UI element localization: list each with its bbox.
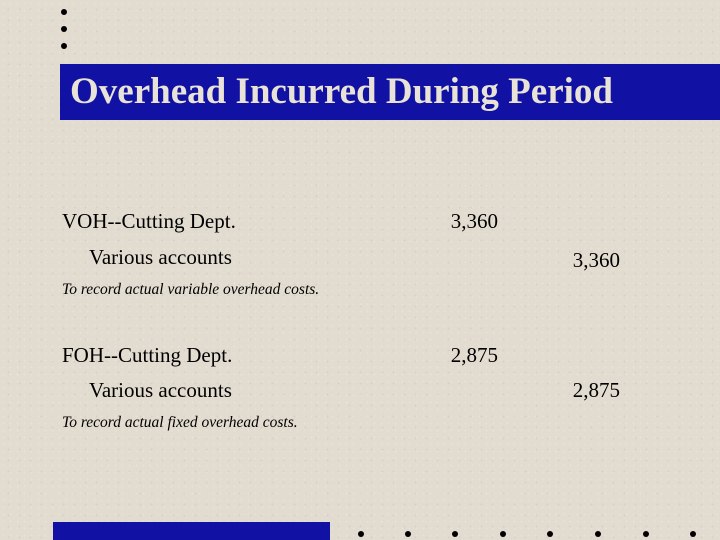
decor-dot <box>61 9 67 15</box>
decor-dot <box>595 531 601 537</box>
decor-dot <box>500 531 506 537</box>
credit-amount: 3,360 <box>572 248 620 272</box>
decor-dot <box>452 531 458 537</box>
title-bar <box>60 64 720 120</box>
decor-dot <box>358 531 364 537</box>
debit-account: VOH--Cutting Dept. <box>62 209 236 233</box>
entry-memo: To record actual fixed overhead costs. <box>62 414 298 431</box>
decor-dot <box>61 43 67 49</box>
entry-memo: To record actual variable overhead costs. <box>62 281 320 298</box>
decor-dot <box>405 531 411 537</box>
slide-title: Overhead Incurred During Period <box>70 71 613 112</box>
credit-amount: 2,875 <box>572 378 620 402</box>
decor-dot <box>690 531 696 537</box>
debit-amount: 3,360 <box>450 209 498 233</box>
decor-dot <box>61 26 67 32</box>
credit-account: Various accounts <box>89 378 232 402</box>
debit-amount: 2,875 <box>450 343 498 367</box>
credit-account: Various accounts <box>89 245 232 269</box>
decor-dot <box>547 531 553 537</box>
bottom-bar <box>53 522 330 540</box>
decor-dot <box>643 531 649 537</box>
debit-account: FOH--Cutting Dept. <box>62 343 233 367</box>
